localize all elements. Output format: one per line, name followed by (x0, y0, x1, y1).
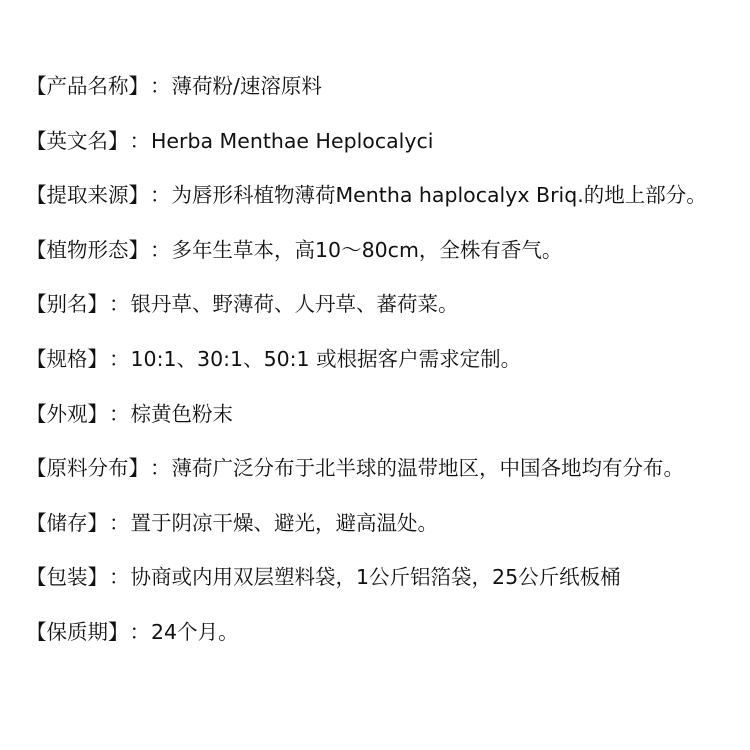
spec-row-english-name (26, 125, 707, 180)
spec-value: 银丹草、野薄荷、人丹草、蕃荷菜。 (130, 292, 459, 317)
spec-label: 【产品名称】 (26, 74, 149, 98)
spec-separator: ： (109, 510, 130, 535)
spec-separator: ： (129, 619, 150, 644)
spec-separator: ： (109, 401, 130, 426)
spec-value: 棕黄色粉末 (130, 401, 233, 426)
spec-value: 多年生草本，高10～80cm，全株有香气。 (171, 237, 563, 262)
spec-value: Herba Menthae Heplocalyci (151, 128, 434, 153)
spec-label: 【保质期】 (26, 619, 129, 644)
spec-row-packaging (26, 561, 707, 616)
spec-row-specification (26, 343, 707, 398)
spec-value: 薄荷粉/速溶原料 (171, 74, 322, 98)
spec-label: 【规格】 (26, 346, 108, 371)
spec-row-product-name (26, 70, 707, 125)
spec-row-extraction-source (26, 179, 707, 234)
spec-value: 10:1、30:1、50:1 或根据客户需求定制。 (130, 346, 522, 371)
spec-separator: ： (109, 346, 130, 371)
spec-value: 为唇形科植物薄荷Mentha haplocalyx Briq.的地上部分。 (171, 183, 707, 208)
spec-separator: ： (150, 456, 171, 481)
spec-row-storage (26, 507, 707, 562)
spec-separator: ： (150, 74, 171, 98)
spec-label: 【别名】 (26, 292, 108, 317)
spec-row-plant-morphology (26, 234, 707, 289)
spec-label: 【英文名】 (26, 128, 129, 153)
spec-row-appearance (26, 398, 707, 453)
spec-value: 置于阴凉干燥、避光，避高温处。 (130, 510, 438, 535)
spec-row-shelf-life (26, 616, 707, 671)
spec-separator: ： (109, 292, 130, 317)
spec-label: 【外观】 (26, 401, 108, 426)
spec-label: 【植物形态】 (26, 237, 149, 262)
spec-separator: ： (150, 183, 171, 208)
spec-separator: ： (129, 128, 150, 153)
spec-row-distribution (26, 452, 707, 507)
spec-label: 【提取来源】 (26, 183, 149, 208)
spec-label: 【原料分布】 (26, 456, 149, 481)
spec-value: 薄荷广泛分布于北半球的温带地区，中国各地均有分布。 (171, 456, 684, 481)
spec-row-alias (26, 288, 707, 343)
spec-value: 24个月。 (151, 619, 239, 644)
spec-value: 协商或内用双层塑料袋，1公斤铝箔袋，25公斤纸板桶 (130, 565, 621, 590)
spec-separator: ： (109, 565, 130, 590)
spec-label: 【储存】 (26, 510, 108, 535)
spec-list (26, 70, 707, 671)
spec-separator: ： (150, 237, 171, 262)
spec-label: 【包装】 (26, 565, 108, 590)
